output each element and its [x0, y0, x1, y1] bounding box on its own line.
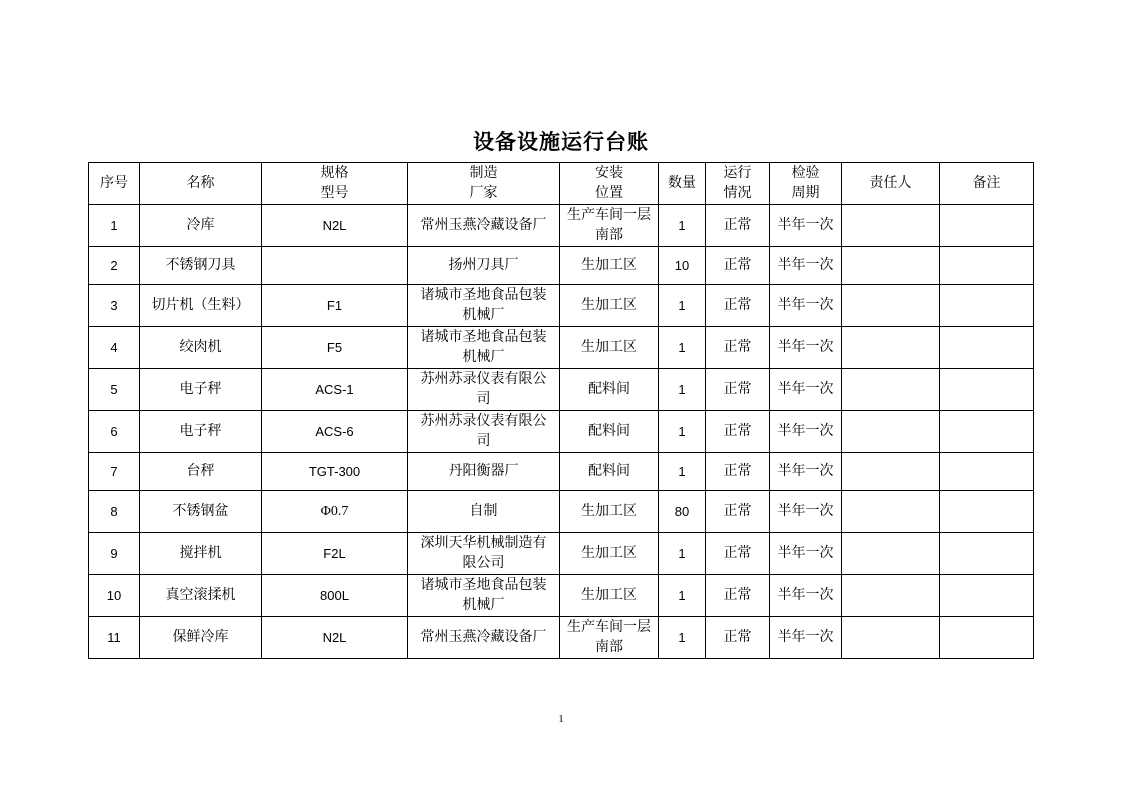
- cell-qty: 1: [659, 205, 706, 247]
- table-row: [89, 369, 1034, 411]
- column-header: [770, 163, 842, 205]
- cell-cycle: 半年一次: [770, 205, 842, 247]
- cell-qty: 1: [659, 369, 706, 411]
- cell-maker: 丹阳衡器厂: [408, 453, 560, 491]
- column-header-line: 情况: [723, 185, 752, 201]
- column-header-line: 位置: [595, 185, 623, 201]
- cell-name: 冷库: [140, 205, 262, 247]
- cell-owner: [842, 491, 940, 533]
- column-header-line: 数量: [668, 175, 696, 191]
- cell-note: [940, 533, 1034, 575]
- column-header: [408, 163, 560, 205]
- column-header: [940, 163, 1034, 205]
- cell-owner: [842, 617, 940, 659]
- cell-no: 9: [89, 533, 140, 575]
- document-title: 设备设施运行台账: [473, 130, 649, 154]
- cell-name: 电子秤: [140, 369, 262, 411]
- table-row: [89, 247, 1034, 285]
- cell-no: 6: [89, 411, 140, 453]
- cell-maker: 苏州苏录仪表有限公司: [408, 369, 560, 411]
- column-header: [706, 163, 770, 205]
- cell-name: 台秤: [140, 453, 262, 491]
- cell-status: 正常: [706, 247, 770, 285]
- cell-model: ACS-1: [262, 369, 408, 411]
- cell-qty: 1: [659, 327, 706, 369]
- cell-cycle: 半年一次: [770, 285, 842, 327]
- cell-model: 800L: [262, 575, 408, 617]
- column-header: [560, 163, 659, 205]
- cell-maker: 诸城市圣地食品包装机械厂: [408, 327, 560, 369]
- cell-qty: 1: [659, 617, 706, 659]
- cell-maker: 自制: [408, 491, 560, 533]
- cell-owner: [842, 205, 940, 247]
- column-header-line: 规格: [320, 165, 349, 181]
- cell-maker: 诸城市圣地食品包装机械厂: [408, 285, 560, 327]
- cell-name: 电子秤: [140, 411, 262, 453]
- cell-name: 搅拌机: [140, 533, 262, 575]
- cell-cycle: 半年一次: [770, 575, 842, 617]
- column-header-line: 周期: [791, 185, 820, 201]
- cell-owner: [842, 327, 940, 369]
- cell-note: [940, 453, 1034, 491]
- column-header-line: 厂家: [469, 185, 498, 201]
- column-header-line: 序号: [100, 175, 128, 191]
- cell-cycle: 半年一次: [770, 453, 842, 491]
- cell-location: 生加工区: [560, 491, 659, 533]
- column-header: [842, 163, 940, 205]
- cell-owner: [842, 453, 940, 491]
- cell-status: 正常: [706, 411, 770, 453]
- cell-note: [940, 327, 1034, 369]
- cell-status: 正常: [706, 453, 770, 491]
- cell-note: [940, 205, 1034, 247]
- column-header-line: 安装: [595, 165, 623, 181]
- cell-location: 生加工区: [560, 327, 659, 369]
- cell-maker: 诸城市圣地食品包装机械厂: [408, 575, 560, 617]
- cell-owner: [842, 247, 940, 285]
- cell-status: 正常: [706, 285, 770, 327]
- column-header: [89, 163, 140, 205]
- cell-no: 10: [89, 575, 140, 617]
- cell-location: 配料间: [560, 453, 659, 491]
- cell-note: [940, 491, 1034, 533]
- cell-no: 7: [89, 453, 140, 491]
- column-header-line: 运行: [723, 165, 752, 181]
- table-header-row: [89, 163, 1034, 205]
- table-row: [89, 411, 1034, 453]
- cell-qty: 1: [659, 575, 706, 617]
- cell-no: 5: [89, 369, 140, 411]
- cell-location: 生加工区: [560, 285, 659, 327]
- cell-model: N2L: [262, 617, 408, 659]
- cell-owner: [842, 285, 940, 327]
- cell-maker: 深圳天华机械制造有限公司: [408, 533, 560, 575]
- column-header-line: 备注: [972, 175, 1001, 191]
- cell-owner: [842, 575, 940, 617]
- cell-maker: 常州玉燕冷藏设备厂: [408, 205, 560, 247]
- cell-cycle: 半年一次: [770, 411, 842, 453]
- cell-qty: 1: [659, 533, 706, 575]
- cell-note: [940, 411, 1034, 453]
- column-header-line: 制造: [469, 165, 498, 181]
- cell-no: 3: [89, 285, 140, 327]
- cell-note: [940, 369, 1034, 411]
- cell-status: 正常: [706, 491, 770, 533]
- cell-note: [940, 247, 1034, 285]
- cell-cycle: 半年一次: [770, 533, 842, 575]
- cell-no: 2: [89, 247, 140, 285]
- cell-model: Φ0.7: [262, 491, 408, 533]
- cell-model: F2L: [262, 533, 408, 575]
- cell-status: 正常: [706, 533, 770, 575]
- cell-no: 4: [89, 327, 140, 369]
- cell-model: N2L: [262, 205, 408, 247]
- cell-location: 配料间: [560, 369, 659, 411]
- table-row: [89, 575, 1034, 617]
- cell-model: [262, 247, 408, 285]
- cell-name: 绞肉机: [140, 327, 262, 369]
- column-header: [262, 163, 408, 205]
- cell-name: 真空滚揉机: [140, 575, 262, 617]
- cell-model: F5: [262, 327, 408, 369]
- cell-cycle: 半年一次: [770, 247, 842, 285]
- cell-status: 正常: [706, 575, 770, 617]
- table-row: [89, 491, 1034, 533]
- cell-cycle: 半年一次: [770, 369, 842, 411]
- cell-note: [940, 285, 1034, 327]
- cell-name: 保鲜冷库: [140, 617, 262, 659]
- cell-maker: 扬州刀具厂: [408, 247, 560, 285]
- cell-cycle: 半年一次: [770, 491, 842, 533]
- table-row: [89, 453, 1034, 491]
- table-row: [89, 617, 1034, 659]
- cell-qty: 10: [659, 247, 706, 285]
- cell-qty: 1: [659, 453, 706, 491]
- cell-status: 正常: [706, 617, 770, 659]
- cell-model: F1: [262, 285, 408, 327]
- cell-model: ACS-6: [262, 411, 408, 453]
- cell-note: [940, 575, 1034, 617]
- column-header: [659, 163, 706, 205]
- cell-status: 正常: [706, 369, 770, 411]
- cell-no: 11: [89, 617, 140, 659]
- table-row: [89, 205, 1034, 247]
- table-row: [89, 533, 1034, 575]
- cell-maker: 苏州苏录仪表有限公司: [408, 411, 560, 453]
- cell-status: 正常: [706, 327, 770, 369]
- cell-qty: 1: [659, 411, 706, 453]
- cell-location: 生加工区: [560, 533, 659, 575]
- cell-owner: [842, 411, 940, 453]
- cell-cycle: 半年一次: [770, 327, 842, 369]
- cell-location: 生加工区: [560, 575, 659, 617]
- table-row: [89, 285, 1034, 327]
- cell-location: 生产车间一层南部: [560, 617, 659, 659]
- cell-no: 1: [89, 205, 140, 247]
- cell-name: 不锈钢盆: [140, 491, 262, 533]
- cell-qty: 80: [659, 491, 706, 533]
- cell-owner: [842, 533, 940, 575]
- table-row: [89, 327, 1034, 369]
- cell-name: 切片机（生料）: [140, 285, 262, 327]
- column-header-line: 责任人: [869, 175, 912, 191]
- cell-location: 生产车间一层南部: [560, 205, 659, 247]
- column-header-line: 型号: [320, 185, 349, 201]
- cell-model: TGT-300: [262, 453, 408, 491]
- cell-status: 正常: [706, 205, 770, 247]
- equipment-ledger-table: [88, 162, 1034, 659]
- cell-cycle: 半年一次: [770, 617, 842, 659]
- column-header-line: 检验: [791, 165, 820, 181]
- cell-owner: [842, 369, 940, 411]
- cell-note: [940, 617, 1034, 659]
- cell-location: 配料间: [560, 411, 659, 453]
- page-number: 1: [558, 713, 564, 725]
- cell-maker: 常州玉燕冷藏设备厂: [408, 617, 560, 659]
- column-header-line: 名称: [186, 175, 215, 191]
- cell-qty: 1: [659, 285, 706, 327]
- cell-location: 生加工区: [560, 247, 659, 285]
- cell-no: 8: [89, 491, 140, 533]
- cell-name: 不锈钢刀具: [140, 247, 262, 285]
- column-header: [140, 163, 262, 205]
